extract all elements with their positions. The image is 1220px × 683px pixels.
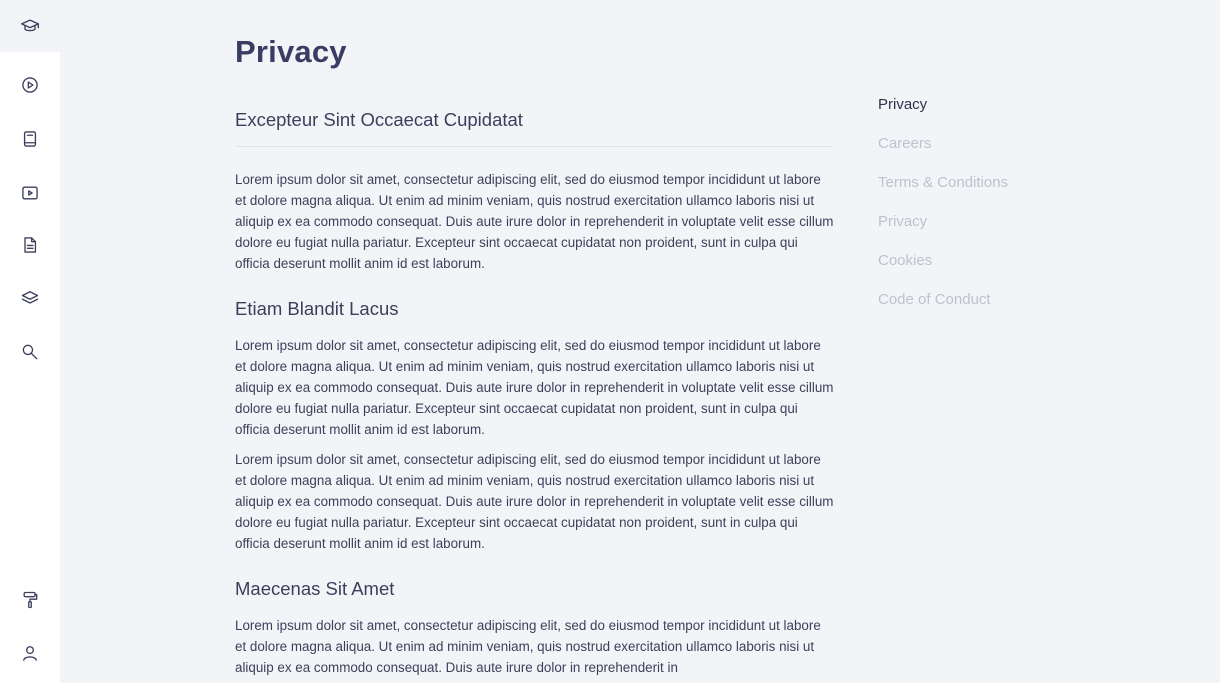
sidebar-item-layers[interactable]: [0, 272, 60, 324]
page-title: Privacy: [235, 34, 347, 69]
sidebar-item-book[interactable]: [0, 113, 60, 165]
section-title: Excepteur Sint Occaecat Cupidatat: [235, 109, 523, 130]
sidebar-item-themes[interactable]: [0, 574, 60, 626]
sidebar: [0, 0, 60, 683]
sidebar-item-document[interactable]: [0, 219, 60, 271]
section-divider: [235, 146, 832, 147]
sidebar-item-courses[interactable]: [0, 0, 60, 52]
sidebar-item-profile[interactable]: [0, 627, 60, 679]
search-icon: [20, 342, 40, 362]
sidebar-item-video[interactable]: [0, 167, 60, 219]
section-title: Etiam Blandit Lacus: [235, 298, 399, 319]
book-icon: [20, 129, 40, 149]
play-circle-icon: [20, 75, 40, 95]
sidebar-item-search[interactable]: [0, 326, 60, 378]
section-title: Maecenas Sit Amet: [235, 578, 395, 599]
paint-roller-icon: [20, 590, 40, 610]
layers-icon: [20, 288, 40, 308]
toc-link-privacy-2[interactable]: Privacy: [878, 213, 928, 230]
toc-link-code-of-conduct[interactable]: Code of Conduct: [878, 291, 991, 308]
toc-link-cookies[interactable]: Cookies: [878, 252, 933, 269]
section-paragraph: Lorem ipsum dolor sit amet, consectetur adipiscing elit, sed do eiusmod tempor incididunt ut labore et dolore magna aliqua. Ut enim ad minim veniam, quis nostrud exercitation ullamco laboris nisi ut aliquip ex ea commodo consequat. Duis aute irure dolor in reprehenderit in voluptate velit esse cillum dolore eu fugiat nulla pariatur. Excepteur sint occaecat cupidatat non proident, sunt in culpa qui officia deserunt mollit anim id est laborum.: [235, 172, 834, 271]
document-icon: [20, 235, 40, 255]
video-icon: [20, 183, 40, 203]
section-paragraph: Lorem ipsum dolor sit amet, consectetur adipiscing elit, sed do eiusmod tempor incididunt ut labore et dolore magna aliqua. Ut enim ad minim veniam, quis nostrud exercitation ullamco laboris nisi ut aliquip ex ea commodo consequat. Duis aute irure dolor in reprehenderit in: [235, 618, 821, 675]
user-icon: [20, 643, 40, 663]
toc-link-terms[interactable]: Terms & Conditions: [878, 174, 1009, 191]
section-paragraph: Lorem ipsum dolor sit amet, consectetur adipiscing elit, sed do eiusmod tempor incididunt ut labore et dolore magna aliqua. Ut enim ad minim veniam, quis nostrud exercitation ullamco laboris nisi ut aliquip ex ea commodo consequat. Duis aute irure dolor in reprehenderit in voluptate velit esse cillum dolore eu fugiat nulla pariatur. Excepteur sint occaecat cupidatat non proident, sunt in culpa qui officia deserunt mollit anim id est laborum.: [235, 452, 834, 551]
sidebar-item-play[interactable]: [0, 59, 60, 111]
section-paragraph: Lorem ipsum dolor sit amet, consectetur adipiscing elit, sed do eiusmod tempor incididunt ut labore et dolore magna aliqua. Ut enim ad minim veniam, quis nostrud exercitation ullamco laboris nisi ut aliquip ex ea commodo consequat. Duis aute irure dolor in reprehenderit in voluptate velit esse cillum dolore eu fugiat nulla pariatur. Excepteur sint occaecat cupidatat non proident, sunt in culpa qui officia deserunt mollit anim id est laborum.: [235, 338, 834, 437]
toc-link-privacy[interactable]: Privacy: [878, 96, 928, 113]
graduation-cap-icon: [20, 16, 40, 36]
toc-link-careers[interactable]: Careers: [878, 135, 932, 152]
